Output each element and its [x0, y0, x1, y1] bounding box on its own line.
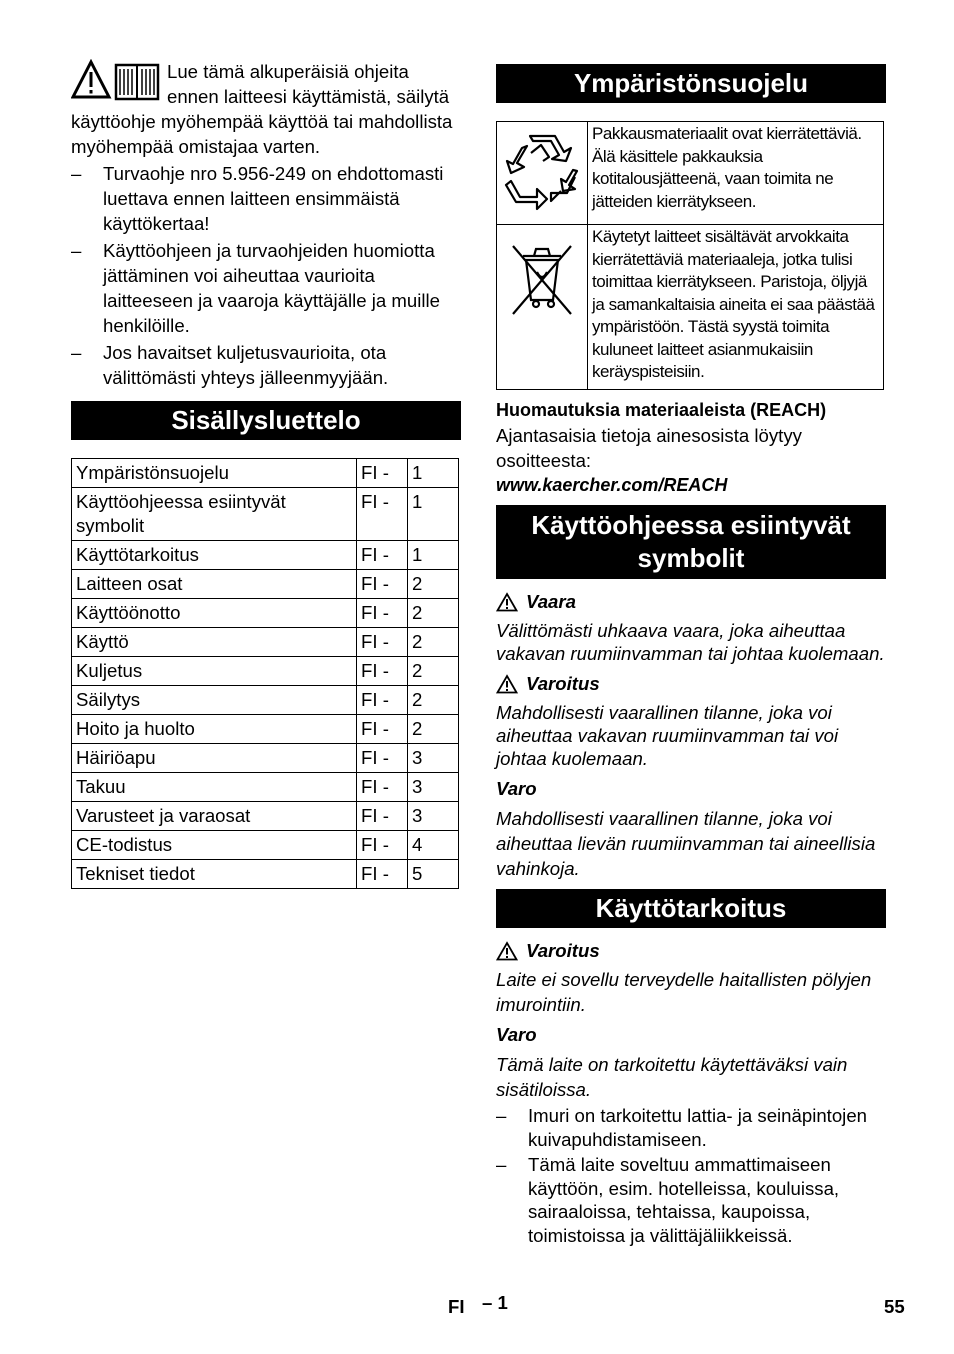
reach-link[interactable]: www.kaercher.com/REACH: [496, 475, 728, 495]
environment-devices-text: Käytetyt laitteet sisältävät arvokkaita kierrätettäviä materiaaleja, jotka tulisi toimittaa kierrätykseen. Paristoja, öljyjä ja samankaltaisia aineita ei saa päästää ympäristöön. Tästä syystä toimita kuluneet laitteet asianmukaisiin keräyspisteisiin.: [588, 225, 884, 390]
intro-list: [71, 161, 461, 390]
toc-page: 2: [408, 570, 459, 599]
table-row: [72, 488, 459, 541]
toc-label: CE-todistus: [72, 831, 357, 860]
table-row: [72, 686, 459, 715]
toc-label: Ympäristönsuojelu: [72, 459, 357, 488]
table-row: [72, 773, 459, 802]
environment-table: [496, 121, 884, 390]
toc-label: Takuu: [72, 773, 357, 802]
toc-page: 2: [408, 715, 459, 744]
toc-lang: FI -: [357, 488, 408, 541]
crossed-bin-icon: [507, 238, 577, 318]
toc-label: Häiriöapu: [72, 744, 357, 773]
toc-label: Tekniset tiedot: [72, 860, 357, 889]
toc-page: 2: [408, 599, 459, 628]
toc-label: Käyttö: [72, 628, 357, 657]
table-row: [72, 744, 459, 773]
list-item: – Jos havaitset kuljetusvaurioita, ota välittömästi yhteys jälleenmyyjään.: [71, 342, 389, 388]
table-row: [72, 541, 459, 570]
purpose-warning-label: Varoitus: [496, 938, 886, 963]
intro-paragraph: [71, 58, 461, 159]
toc-page: 1: [408, 459, 459, 488]
toc-lang: FI -: [357, 541, 408, 570]
list-item: – Tämä laite soveltuu ammattimaiseen käyttöön, esim. hotelleissa, kouluissa, sairaaloissa, tehtaissa, kaupoissa, toimistoissa ja välittäjäliikkeissä.: [496, 1154, 840, 1246]
symbol-label: Varo: [496, 778, 537, 799]
page-number: 55: [884, 1296, 905, 1317]
purpose-list: [496, 1104, 886, 1247]
table-row: [497, 225, 884, 390]
left-column: [71, 58, 461, 889]
symbol-description: Mahdollisesti vaarallinen tilanne, joka voi aiheuttaa vakavan ruumiinvamman tai voi johtaa kuolemaan.: [496, 702, 839, 769]
toc-lang: FI -: [357, 459, 408, 488]
toc-lang: FI -: [357, 860, 408, 889]
list-item: – Turvaohje nro 5.956-249 on ehdottomasti luettava ennen laitteen ensimmäistä käyttökertaa!: [71, 163, 444, 234]
symbol-label: Vaara: [496, 589, 886, 614]
warning-icon: [496, 592, 518, 612]
toc-page: 2: [408, 628, 459, 657]
table-row: [72, 802, 459, 831]
purpose-warning-text: Laite ei sovellu terveydelle haitallisten pölyjen imurointiin.: [496, 969, 872, 1015]
toc-lang: FI -: [357, 657, 408, 686]
list-item: – Imuri on tarkoitettu lattia- ja seinäpintojen kuivapuhdistamiseen.: [496, 1105, 867, 1150]
table-row: [72, 628, 459, 657]
toc-label: Kuljetus: [72, 657, 357, 686]
toc-page: 4: [408, 831, 459, 860]
warning-icon: [496, 674, 518, 694]
footer-section-page: – 1: [482, 1292, 508, 1313]
toc-page: 1: [408, 541, 459, 570]
toc-label: Käyttöönotto: [72, 599, 357, 628]
environment-packaging-text: Pakkausmateriaalit ovat kierrätettäviä. Älä käsittele pakkauksia kotitalousjätteenä, vaan toimita ne jätteiden kierrätykseen.: [588, 122, 884, 225]
symbol-description: Välittömästi uhkaava vaara, joka aiheuttaa vakavan ruumiinvamman tai johtaa kuolemaan.: [496, 620, 885, 664]
symbol-description: Mahdollisesti vaarallinen tilanne, joka voi aiheuttaa lievän ruumiinvamman tai aineellisia vahinkoja.: [496, 808, 876, 879]
table-row: [72, 860, 459, 889]
warning-icon: [496, 941, 518, 961]
toc-lang: FI -: [357, 715, 408, 744]
table-row: [497, 122, 884, 225]
table-row: [72, 831, 459, 860]
table-row: [72, 657, 459, 686]
table-row: [72, 715, 459, 744]
toc-page: 3: [408, 773, 459, 802]
toc-table: [71, 458, 459, 889]
toc-label: Säilytys: [72, 686, 357, 715]
toc-lang: FI -: [357, 802, 408, 831]
table-row: [72, 459, 459, 488]
toc-lang: FI -: [357, 686, 408, 715]
toc-heading: Sisällysluettelo: [71, 401, 461, 440]
toc-page: 3: [408, 802, 459, 831]
table-row: [72, 599, 459, 628]
reach-heading: Huomautuksia materiaaleista (REACH): [496, 400, 827, 420]
toc-lang: FI -: [357, 570, 408, 599]
purpose-caution-text: Tämä laite on tarkoitettu käytettäväksi vain sisätiloissa.: [496, 1054, 848, 1100]
symbols-heading: Käyttöohjeessa esiintyvät symbolit: [496, 505, 886, 579]
toc-lang: FI -: [357, 773, 408, 802]
purpose-heading: Käyttötarkoitus: [496, 889, 886, 928]
environment-heading: Ympäristönsuojelu: [496, 64, 886, 103]
reach-text: Ajantasaisia tietoja ainesosista löytyy osoitteesta:: [496, 425, 802, 471]
toc-label: Hoito ja huolto: [72, 715, 357, 744]
toc-page: 2: [408, 657, 459, 686]
toc-label: Käyttötarkoitus: [72, 541, 357, 570]
recycling-icon: [503, 131, 581, 211]
toc-page: 2: [408, 686, 459, 715]
toc-lang: FI -: [357, 831, 408, 860]
toc-page: 3: [408, 744, 459, 773]
warning-and-manual-icons: [71, 59, 163, 109]
symbol-label: Varoitus: [496, 671, 886, 696]
toc-lang: FI -: [357, 628, 408, 657]
toc-lang: FI -: [357, 744, 408, 773]
toc-lang: FI -: [357, 599, 408, 628]
toc-page: 5: [408, 860, 459, 889]
table-row: [72, 570, 459, 599]
symbols-list: [496, 589, 886, 881]
intro-text: Lue tämä alkuperäisiä ohjeita ennen laitteesi käyttämistä, säilytä käyttöohje myöhempää käyttöä tai mahdollista myöhempää omistajaa varten.: [71, 61, 453, 157]
purpose-caution-label: Varo: [496, 1024, 537, 1045]
toc-label: Käyttöohjeessa esiintyvät symbolit: [72, 488, 357, 541]
footer-language: FI: [448, 1296, 465, 1317]
warning-manual-icon: [71, 59, 161, 103]
list-item: – Käyttöohjeen ja turvaohjeiden huomiotta jättäminen voi aiheuttaa vaurioita laitteeseen ja vaaroja käyttäjälle ja muille henkilöille.: [71, 240, 440, 336]
right-column: [496, 58, 886, 1247]
toc-label: Laitteen osat: [72, 570, 357, 599]
toc-label: Varusteet ja varaosat: [72, 802, 357, 831]
toc-page: 1: [408, 488, 459, 541]
